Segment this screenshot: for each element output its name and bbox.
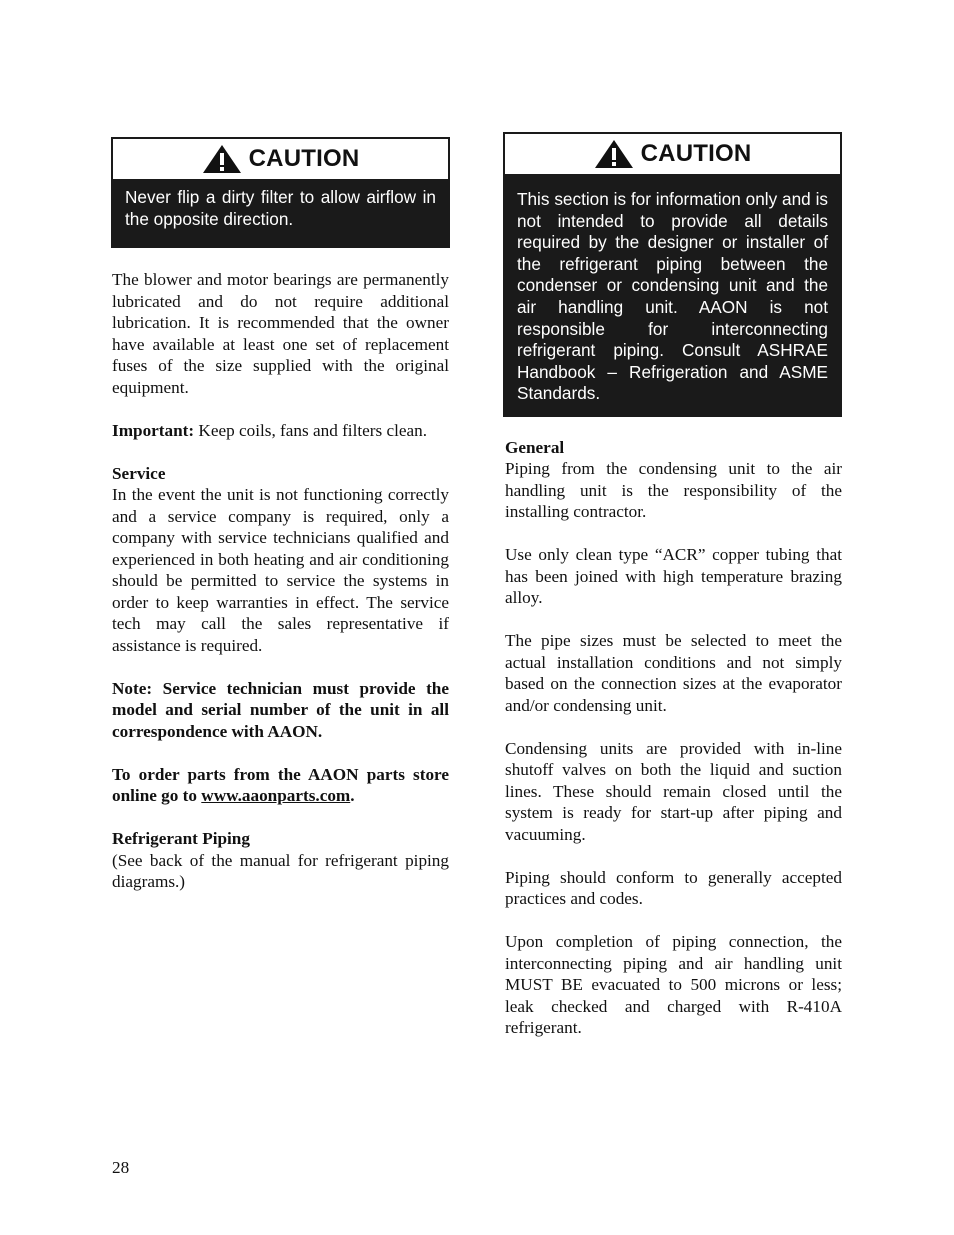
general-paragraph: Piping from the condensing unit to the air handling unit is the responsibility of the installing contractor.	[505, 459, 842, 522]
order-end: .	[350, 786, 355, 805]
service-paragraph: In the event the unit is not functioning correctly and a service company is required, only a company with service technicians qualified and experienced in both heating and air conditioning should be permitted to service the systems in order to keep warranties in effect. The service tech may call the sales representative if assistance is required.	[112, 485, 449, 655]
caution-header	[505, 134, 840, 174]
important-paragraph	[112, 420, 449, 442]
evacuate-paragraph: Upon completion of piping connection, the interconnecting piping and air handling unit MUST BE evacuated to 500 microns or less; leak checked and charged with R-410A refrigerant.	[505, 932, 842, 1038]
warning-triangle-icon	[594, 139, 634, 169]
caution-text: This section is for information only and is not intended to provide all details required by the designer or installer of the refrigerant piping between the condenser or condensing unit and the air handling unit. AAON is not responsible for interconnecting refrigerant piping. Consult ASHRAE Handbook – Refrigeration and ASME Standards.	[517, 189, 828, 404]
left-column	[112, 137, 449, 893]
acr-paragraph: Use only clean type “ACR” copper tubing that has been joined with high temperature brazing alloy.	[505, 545, 842, 608]
page-number: 28	[112, 1158, 130, 1177]
general-heading: General	[505, 437, 565, 457]
refrigerant-piping-paragraph: (See back of the manual for refrigerant piping diagrams.)	[112, 850, 449, 891]
caution-text: Never flip a dirty filter to allow airflow in the opposite direction.	[125, 187, 436, 229]
caution-box-filter	[111, 137, 450, 248]
caution-title: CAUTION	[248, 145, 360, 172]
order-paragraph	[112, 764, 449, 807]
service-heading: Service	[112, 463, 166, 483]
order-text: To order parts from the AAON parts store online go to	[112, 764, 449, 805]
important-text: Keep coils, fans and filters clean.	[194, 420, 428, 440]
aaonparts-link[interactable]: www.aaonparts.com	[201, 786, 351, 805]
caution-box-piping	[503, 132, 842, 417]
right-column	[505, 132, 842, 1039]
valves-paragraph: Condensing units are provided with in-line shutoff valves on both the liquid and suction lines. These should remain closed until the system is ready for start-up after piping and vacuuming.	[505, 738, 842, 844]
caution-title: CAUTION	[640, 140, 752, 167]
note-paragraph: Note: Service technician must provide the model and serial number of the unit in all correspondence with AAON.	[112, 678, 449, 741]
important-label: Important:	[112, 420, 195, 440]
warning-triangle-icon	[202, 144, 242, 174]
caution-header	[113, 139, 448, 179]
refrigerant-piping-heading: Refrigerant Piping	[112, 829, 250, 848]
codes-paragraph: Piping should conform to generally accepted practices and codes.	[505, 867, 842, 909]
bearings-paragraph: The blower and motor bearings are permanently lubricated and do not require additional lubrication. It is recommended that the owner have available at least one set of replacement fuses of the size supplied with the original equipment.	[112, 270, 449, 397]
pipe-sizes-paragraph: The pipe sizes must be selected to meet the actual installation conditions and not simply based on the connection sizes at the evaporator and/or condensing unit.	[505, 631, 842, 715]
